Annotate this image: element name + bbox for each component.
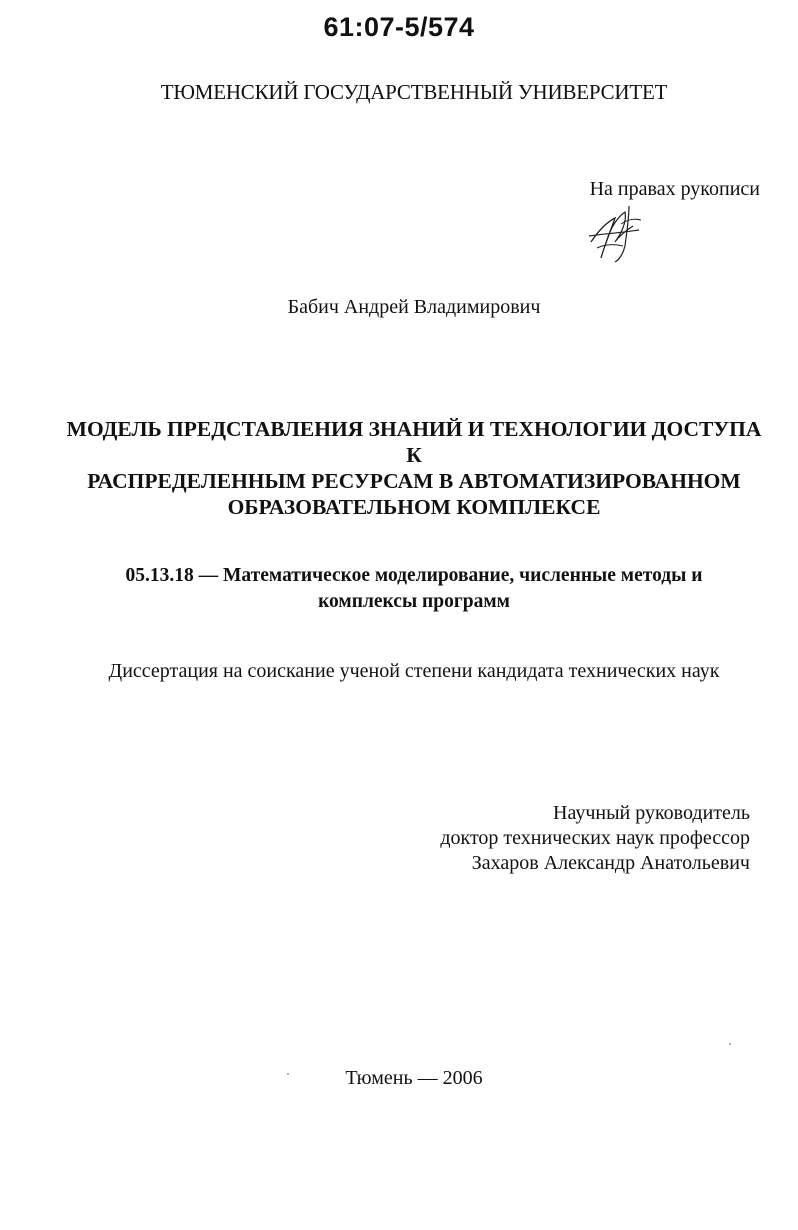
rights-note: На правах рукописи bbox=[589, 178, 760, 200]
supervisor-block bbox=[300, 801, 750, 876]
scan-speck bbox=[287, 1073, 289, 1075]
place-and-year: Тюмень — 2006 bbox=[345, 1067, 483, 1089]
title-line: ОБРАЗОВАТЕЛЬНОМ КОМПЛЕКСЕ bbox=[227, 495, 601, 519]
supervisor-name: Захаров Александр Анатольевич bbox=[471, 852, 750, 874]
title-line: МОДЕЛЬ ПРЕДСТАВЛЕНИЯ ЗНАНИЙ И ТЕХНОЛОГИИ ДОСТУПА К bbox=[66, 417, 762, 467]
supervisor-role: Научный руководитель bbox=[553, 802, 750, 824]
scan-speck bbox=[729, 1043, 731, 1045]
specialty-line: комплексы программ bbox=[318, 591, 510, 612]
author-name: Бабич Андрей Владимирович bbox=[287, 296, 541, 318]
supervisor-rank: доктор технических наук профессор bbox=[440, 827, 750, 849]
handwritten-signature-icon bbox=[585, 200, 645, 264]
university-name: ТЮМЕНСКИЙ ГОСУДАРСТВЕННЫЙ УНИВЕРСИТЕТ bbox=[160, 80, 668, 104]
catalog-number: 61:07-5/574 bbox=[323, 12, 475, 42]
degree-statement: Диссертация на соискание ученой степени кандидата технических наук bbox=[108, 660, 720, 682]
specialty bbox=[60, 563, 768, 615]
specialty-line: 05.13.18 — Математическое моделирование, численные методы и bbox=[125, 565, 703, 586]
dissertation-title bbox=[60, 416, 768, 520]
title-line: РАСПРЕДЕЛЕННЫМ РЕСУРСАМ В АВТОМАТИЗИРОВАННОМ bbox=[87, 469, 741, 493]
